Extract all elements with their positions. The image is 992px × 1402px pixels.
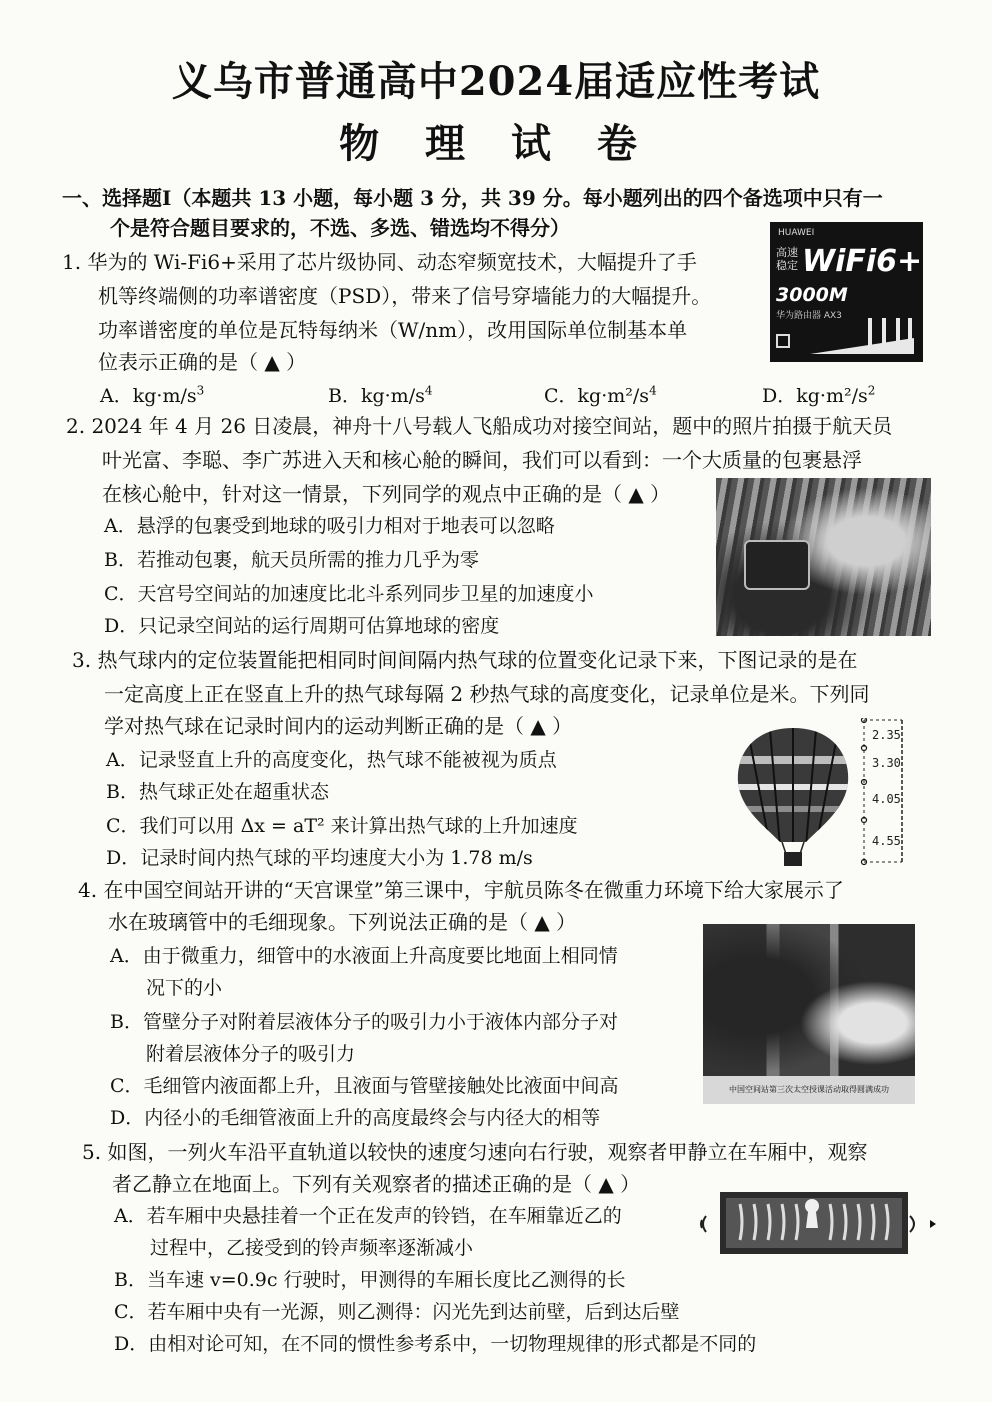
q1-option-d[interactable] [762,382,875,410]
q4-option-b-cont[interactable]: 附着层液体分子的吸引力 [146,1043,356,1065]
q4-option-c[interactable]: C．毛细管内液面都上升，且液面与管壁接触处比液面中间高 [110,1075,619,1097]
q4-option-a[interactable]: A．由于微重力，细管中的水液面上升高度要比地面上相同情 [110,945,618,967]
option-unit: kg·m²/s [577,385,650,407]
option-label: A． [100,385,133,407]
q3-option-c[interactable]: C．我们可以用 Δx = aT² 来计算出热气球的上升加速度 [106,815,578,837]
q3-option-b[interactable]: B．热气球正处在超重状态 [106,781,329,803]
ruler-value: 3.30 [872,756,901,770]
tag-text: 高速 稳定 [776,246,798,272]
q3-stem-line: 3. 热气球内的定位装置能把相同时间间隔内热气球的位置变化记录下来，下图记录的是在 [72,648,858,672]
q5-option-b[interactable]: B．当车速 v=0.9c 行驶时，甲测得的车厢长度比乙测得的长 [114,1269,626,1291]
floating-package [744,540,810,590]
wifi-router-ad-image [770,222,923,362]
q2-stem-line: 2. 2024 年 4 月 26 日凌晨，神舟十八号载人飞船成功对接空间站，题中的照片拍摄于航天员 [66,414,893,438]
brand-text: HUAWEI [778,228,815,238]
q5-option-a-cont[interactable]: 过程中，乙接受到的铃声频率逐渐减小 [150,1237,474,1259]
q3-stem-line: 一定高度上正在竖直上升的热气球每隔 2 秒热气球的高度变化，记录单位是米。下列同 [104,682,870,706]
ruler-value: 4.55 [872,834,901,848]
option-exponent: 4 [424,383,433,398]
q5-option-a[interactable]: A．若车厢中央悬挂着一个正在发声的铃铛，在车厢靠近乙的 [114,1205,622,1227]
q4-stem-line: 水在玻璃管中的毛细现象。下列说法正确的是（ ▲ ） [108,910,577,934]
option-label: D． [762,385,797,407]
q1-option-c[interactable] [544,382,657,410]
option-exponent: 2 [867,383,876,398]
option-label: B． [328,385,361,407]
q2-option-a[interactable]: A．悬浮的包裹受到地球的吸引力相对于地表可以忽略 [104,515,555,537]
space-station-photo [716,478,931,636]
q4-option-a-cont[interactable]: 况下的小 [146,977,223,999]
speed-text: 3000M [776,284,848,306]
option-exponent: 4 [649,383,657,398]
q3-option-d[interactable]: D．记录时间内热气球的平均速度大小为 1.78 m/s [106,847,533,869]
q1-stem-line: 机等终端侧的功率谱密度（PSD），带来了信号穿墙能力的大幅提升。 [98,284,712,308]
q1-stem-line: 位表示正确的是（ ▲ ） [98,350,307,374]
option-unit: kg·m/s [360,385,425,407]
q5-option-c[interactable]: C．若车厢中央有一光源，则乙测得：闪光先到达前壁，后到达后壁 [114,1301,680,1323]
model-text: 华为路由器 AX3 [776,311,842,321]
q5-option-d[interactable]: D．由相对论可知，在不同的惯性参考系中，一切物理规律的形式都是不同的 [114,1333,757,1355]
q1-option-a[interactable] [100,382,204,410]
q4-option-b[interactable]: B．管壁分子对附着层液体分子的吸引力小于液体内部分子对 [110,1011,618,1033]
section-heading-cont: 个是符合题目要求的，不选、多选、错选均不得分） [110,216,570,240]
train-car-diagram [700,1182,940,1262]
option-unit: kg·m²/s [796,385,868,407]
q1-stem-line: 功率谱密度的单位是瓦特每纳米（W/nm），改用国际单位制基本单 [98,318,688,342]
option-label: C． [544,385,578,407]
q2-option-c[interactable]: C．天宫号空间站的加速度比北斗系列同步卫星的加速度小 [104,583,594,605]
router-illustration [810,318,914,354]
section-heading: 一、选择题Ⅰ（本题共 13 小题，每小题 3 分，共 39 分。每小题列出的四个备选项中只有一 [62,186,883,210]
q2-stem-line: 叶光富、李聪、李广苏进入天和核心舱的瞬间，我们可以看到：一个大质量的包裹悬浮 [102,448,862,472]
exam-subtitle: 物 理 试 卷 [339,120,653,167]
q2-option-d[interactable]: D．只记录空间站的运行周期可估算地球的密度 [104,615,500,637]
hot-air-balloon-image [734,726,852,868]
wifi-logo: WiFi6+ [802,244,923,279]
q5-stem-line: 者乙静立在地面上。下列有关观察者的描述正确的是（ ▲ ） [112,1172,641,1196]
q3-stem-line: 学对热气球在记录时间内的运动判断正确的是（ ▲ ） [104,714,573,738]
q2-stem-line: 在核心舱中，针对这一情景，下列同学的观点中正确的是（ ▲ ） [102,482,671,506]
q4-option-d[interactable]: D．内径小的毛细管液面上升的高度最终会与内径大的相等 [110,1107,601,1129]
q3-option-a[interactable]: A．记录竖直上升的高度变化，热气球不能被视为质点 [106,749,557,771]
exam-title: 义乌市普通高中2024届适应性考试 [171,58,821,105]
ruler-value: 2.35 [872,728,901,742]
ruler-value: 4.05 [872,792,901,806]
q2-option-b[interactable]: B．若推动包裹，航天员所需的推力几乎为零 [104,549,479,571]
photo-caption: 中国空间站第三次太空授课活动取得圆满成功 [703,1076,915,1104]
q1-stem-line: 1. 华为的 Wi-Fi6+采用了芯片级协同、动态窄频宽技术，大幅提升了手 [62,250,697,274]
q4-stem-line: 4. 在中国空间站开讲的“天宫课堂”第三课中，宇航员陈冬在微重力环境下给大家展示了 [78,878,844,902]
tiangong-classroom-photo [703,924,915,1104]
option-exponent: 3 [196,383,205,398]
option-unit: kg·m/s [132,385,197,407]
q5-stem-line: 5. 如图，一列火车沿平直轨道以较快的速度匀速向右行驶，观察者甲静立在车厢中，观察 [82,1140,868,1164]
q1-option-b[interactable] [328,382,433,410]
router-icon [776,334,790,348]
